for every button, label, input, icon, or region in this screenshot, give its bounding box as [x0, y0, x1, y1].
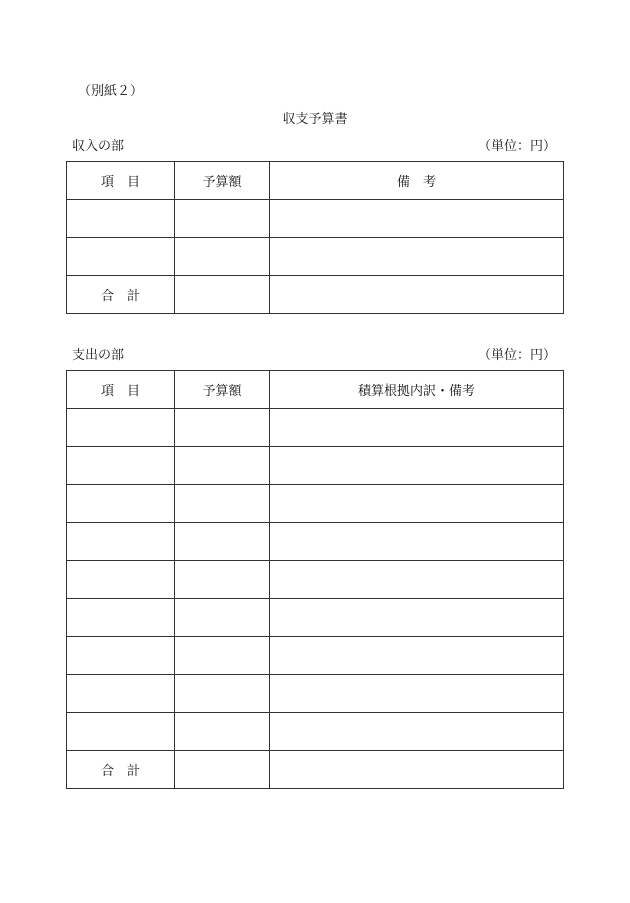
- expense-item-cell[interactable]: [67, 713, 175, 751]
- expense-item-cell[interactable]: [67, 637, 175, 675]
- table-row: [67, 200, 564, 238]
- expense-item-cell[interactable]: [67, 447, 175, 485]
- expense-item-cell[interactable]: [67, 561, 175, 599]
- expense-header-item: 項 目: [67, 371, 175, 409]
- expense-budget-cell[interactable]: [175, 485, 270, 523]
- income-total-row: [67, 276, 564, 314]
- table-row: [67, 637, 564, 675]
- income-header-remarks: 備 考: [270, 162, 564, 200]
- expense-budget-cell[interactable]: [175, 561, 270, 599]
- expense-item-cell[interactable]: [67, 675, 175, 713]
- expense-budget-cell[interactable]: [175, 599, 270, 637]
- expense-table: [66, 370, 564, 789]
- expense-total-remarks-cell[interactable]: [270, 751, 564, 789]
- expense-remarks-cell[interactable]: [270, 713, 564, 751]
- expense-total-budget-cell[interactable]: [175, 751, 270, 789]
- income-total-remarks-cell[interactable]: [270, 276, 564, 314]
- table-row: [67, 675, 564, 713]
- income-total-budget-cell[interactable]: [175, 276, 270, 314]
- expense-header-budget: 予算額: [175, 371, 270, 409]
- expense-header-row: [67, 371, 564, 409]
- expense-unit-label: （単位：円）: [477, 348, 556, 363]
- expense-remarks-cell[interactable]: [270, 447, 564, 485]
- table-row: [67, 599, 564, 637]
- table-row: [67, 485, 564, 523]
- expense-item-cell[interactable]: [67, 485, 175, 523]
- expense-budget-cell[interactable]: [175, 409, 270, 447]
- expense-item-cell[interactable]: [67, 409, 175, 447]
- expense-section-label: 支出の部: [72, 348, 125, 363]
- expense-budget-cell[interactable]: [175, 713, 270, 751]
- income-header-row: [67, 162, 564, 200]
- income-total-label: 合 計: [67, 276, 175, 314]
- expense-budget-cell[interactable]: [175, 675, 270, 713]
- expense-budget-cell[interactable]: [175, 637, 270, 675]
- table-row: [67, 561, 564, 599]
- expense-item-cell[interactable]: [67, 523, 175, 561]
- expense-budget-cell[interactable]: [175, 447, 270, 485]
- table-row: [67, 238, 564, 276]
- income-item-cell[interactable]: [67, 238, 175, 276]
- expense-item-cell[interactable]: [67, 599, 175, 637]
- income-remarks-cell[interactable]: [270, 238, 564, 276]
- income-table: [66, 161, 564, 314]
- expense-total-row: [67, 751, 564, 789]
- income-header-item: 項 目: [67, 162, 175, 200]
- income-header-budget: 予算額: [175, 162, 270, 200]
- income-unit-label: （単位：円）: [477, 139, 556, 154]
- expense-remarks-cell[interactable]: [270, 637, 564, 675]
- income-remarks-cell[interactable]: [270, 200, 564, 238]
- table-row: [67, 713, 564, 751]
- expense-budget-cell[interactable]: [175, 523, 270, 561]
- attachment-label: （別紙２）: [78, 84, 144, 99]
- expense-remarks-cell[interactable]: [270, 599, 564, 637]
- table-row: [67, 447, 564, 485]
- income-budget-cell[interactable]: [175, 238, 270, 276]
- income-section-label: 収入の部: [72, 139, 125, 154]
- table-row: [67, 409, 564, 447]
- table-row: [67, 523, 564, 561]
- income-item-cell[interactable]: [67, 200, 175, 238]
- expense-remarks-cell[interactable]: [270, 485, 564, 523]
- income-budget-cell[interactable]: [175, 200, 270, 238]
- expense-header-remarks: 積算根拠内訳・備考: [270, 371, 564, 409]
- expense-remarks-cell[interactable]: [270, 409, 564, 447]
- expense-remarks-cell[interactable]: [270, 523, 564, 561]
- expense-remarks-cell[interactable]: [270, 675, 564, 713]
- page-title: 収支予算書: [282, 112, 348, 127]
- expense-total-label: 合 計: [67, 751, 175, 789]
- expense-remarks-cell[interactable]: [270, 561, 564, 599]
